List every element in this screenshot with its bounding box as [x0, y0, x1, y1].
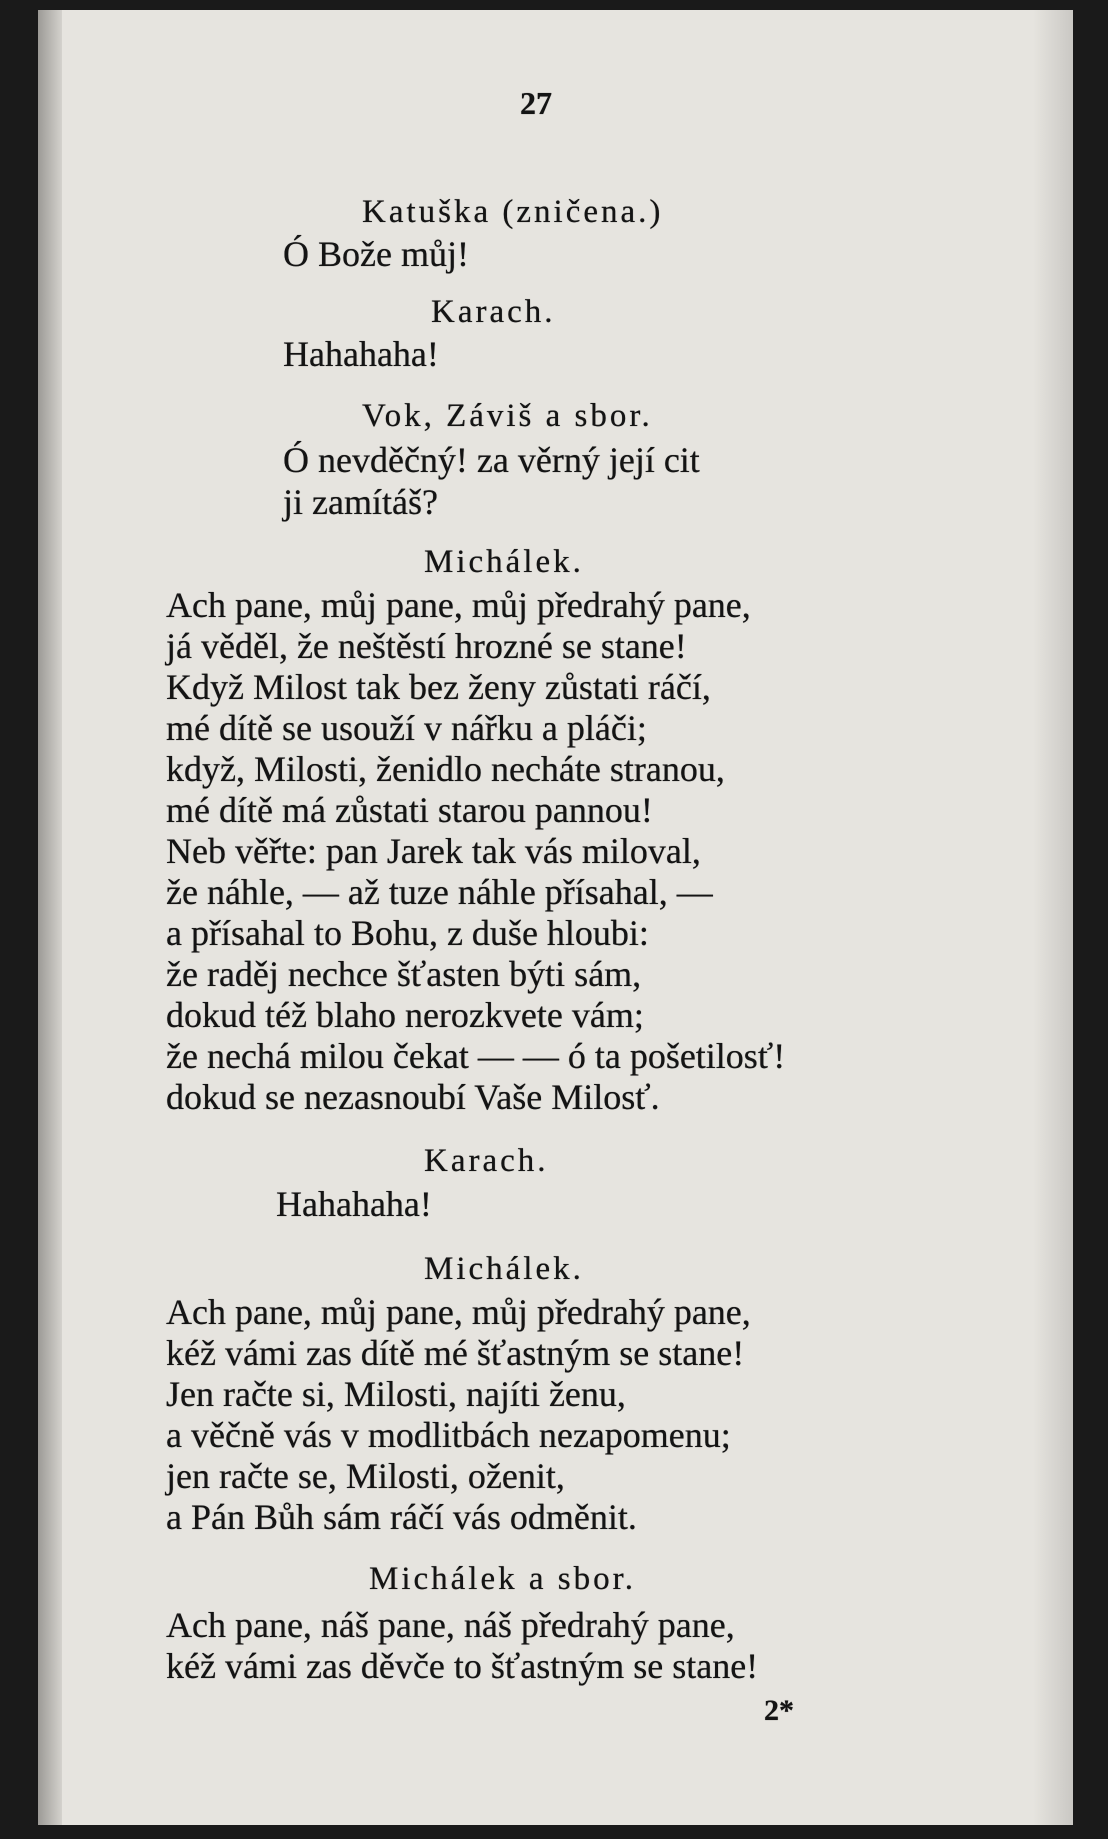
verse-line: Jen račte si, Milosti, najíti ženu,	[166, 1374, 626, 1414]
book-page	[38, 10, 1073, 1825]
speaker-label: Michálek.	[424, 544, 584, 580]
verse-line: mé dítě má zůstati starou pannou!	[166, 790, 653, 830]
verse-line: Hahahaha!	[283, 334, 439, 374]
verse-line: Ach pane, můj pane, můj předrahý pane,	[166, 1292, 751, 1332]
verse-line: a přísahal to Bohu, z duše hloubi:	[166, 913, 649, 953]
verse-line: kéž vámi zas dítě mé šťastným se stane!	[166, 1333, 745, 1373]
verse-line: ji zamítáš?	[283, 482, 438, 522]
verse-line: Když Milost tak bez ženy zůstati ráčí,	[166, 667, 711, 707]
speaker-label: Karach.	[431, 294, 556, 330]
verse-line: že raděj nechce šťasten býti sám,	[166, 954, 642, 994]
speaker-label: Vok, Záviš a sbor.	[362, 398, 653, 434]
verse-line: jen račte se, Milosti, oženit,	[166, 1456, 565, 1496]
verse-line: já věděl, že neštěstí hrozné se stane!	[166, 626, 687, 666]
verse-line: Neb věřte: pan Jarek tak vás miloval,	[166, 831, 701, 871]
speaker-label: Katuška (zničena.)	[362, 194, 664, 230]
page-number: 27	[520, 85, 552, 121]
verse-line: Ó nevděčný! za věrný její cit	[283, 440, 700, 480]
verse-line: že náhle, — až tuze náhle přísahal, —	[166, 872, 713, 912]
signature-mark: 2*	[764, 1694, 794, 1727]
speaker-label: Michálek a sbor.	[369, 1561, 637, 1597]
verse-line: Ach pane, náš pane, náš předrahý pane,	[166, 1605, 735, 1645]
verse-line: mé dítě se usouží v nářku a pláči;	[166, 708, 647, 748]
verse-line: dokud se nezasnoubí Vaše Milosť.	[166, 1077, 660, 1117]
verse-line: Hahahaha!	[276, 1184, 432, 1224]
verse-line: když, Milosti, ženidlo necháte stranou,	[166, 749, 725, 789]
verse-line: Ach pane, můj pane, můj předrahý pane,	[166, 585, 751, 625]
verse-line: dokud též blaho nerozkvete vám;	[166, 995, 644, 1035]
speaker-label: Michálek.	[424, 1251, 584, 1287]
verse-line: a věčně vás v modlitbách nezapomenu;	[166, 1415, 731, 1455]
verse-line: kéž vámi zas děvče to šťastným se stane!	[166, 1646, 759, 1686]
verse-line: že nechá milou čekat — — ó ta pošetilosť!	[166, 1036, 786, 1076]
verse-line: a Pán Bůh sám ráčí vás odměnit.	[166, 1497, 637, 1537]
speaker-label: Karach.	[424, 1143, 549, 1179]
verse-line: Ó Bože můj!	[283, 234, 469, 274]
page-text	[38, 10, 1073, 1825]
